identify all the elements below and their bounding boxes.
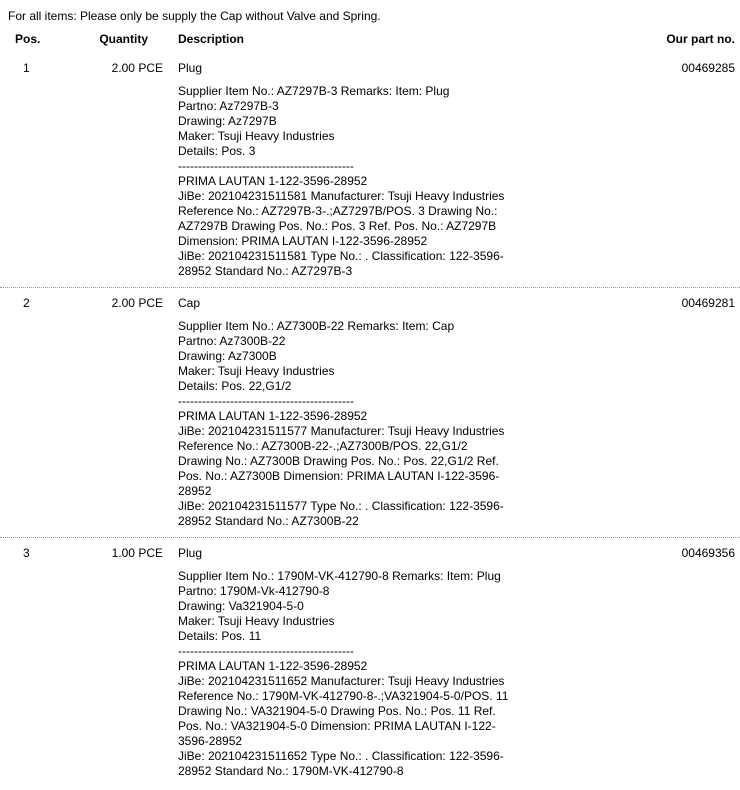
- col-header-pos: Pos.: [15, 32, 41, 46]
- detail-line: Details: Pos. 22,G1/2: [178, 379, 292, 393]
- detail-line: AZ7297B Drawing Pos. No.: Pos. 3 Ref. Pos. No.: AZ7297B: [178, 219, 497, 233]
- detail-line: Reference No.: AZ7297B-3-.;AZ7297B/POS. 3 Drawing No.:: [178, 204, 498, 218]
- detail-line: Maker: Tsuji Heavy Industries: [178, 129, 335, 143]
- items-container: [0, 53, 740, 787]
- dashed-divider: --------------------------------------------: [178, 394, 354, 408]
- item-details: [178, 319, 505, 529]
- detail-line: Partno: 1790M-Vk-412790-8: [178, 584, 330, 598]
- item-name: Cap: [178, 296, 201, 310]
- item-row: [0, 287, 740, 537]
- item-row: [0, 537, 740, 787]
- detail-line: 3596-28952: [178, 734, 243, 748]
- detail-line: Drawing No.: VA321904-5-0 Drawing Pos. No.: Pos. 11 Ref.: [178, 704, 496, 718]
- detail-line: Pos. No.: AZ7300B Dimension: PRIMA LAUTAN I-122-3596-: [178, 469, 500, 483]
- item-quantity: 2.00 PCE: [111, 61, 163, 75]
- item-main-row: [0, 61, 740, 76]
- detail-line: Supplier Item No.: AZ7297B-3 Remarks: Item: Plug: [178, 84, 450, 98]
- detail-line: Drawing: Va321904-5-0: [178, 599, 304, 613]
- detail-line: Reference No.: AZ7300B-22-.;AZ7300B/POS. 22,G1/2: [178, 439, 468, 453]
- item-name: Plug: [178, 546, 203, 560]
- dashed-divider: --------------------------------------------: [178, 159, 354, 173]
- item-pos: 2: [23, 296, 30, 310]
- detail-line: Dimension: PRIMA LAUTAN I-122-3596-28952: [178, 234, 428, 248]
- detail-line: Drawing: Az7297B: [178, 114, 277, 128]
- col-header-part-no: Our part no.: [666, 32, 735, 46]
- detail-line: Partno: Az7300B-22: [178, 334, 286, 348]
- dashed-divider: --------------------------------------------: [178, 644, 354, 658]
- note-text: For all items: Please only be supply the Cap without Valve and Spring.: [8, 9, 381, 23]
- detail-line: 28952 Standard No.: 1790M-VK-412790-8: [178, 764, 404, 778]
- detail-line: Drawing No.: AZ7300B Drawing Pos. No.: Pos. 22,G1/2 Ref.: [178, 454, 499, 468]
- item-row: [0, 53, 740, 287]
- detail-line: JiBe: 202104231511581 Type No.: . Classification: 122-3596-: [178, 249, 504, 263]
- detail-line: PRIMA LAUTAN 1-122-3596-28952: [178, 174, 368, 188]
- item-part-no: 00469285: [681, 61, 735, 75]
- detail-line: 28952 Standard No.: AZ7300B-22: [178, 514, 359, 528]
- item-details: [178, 84, 505, 279]
- detail-line: Pos. No.: VA321904-5-0 Dimension: PRIMA LAUTAN I-122-: [178, 719, 496, 733]
- detail-line: Supplier Item No.: 1790M-VK-412790-8 Remarks: Item: Plug: [178, 569, 501, 583]
- detail-line: JiBe: 202104231511581 Manufacturer: Tsuji Heavy Industries: [178, 189, 505, 203]
- detail-line: Maker: Tsuji Heavy Industries: [178, 364, 335, 378]
- item-main-row: [0, 546, 740, 561]
- item-pos: 3: [23, 546, 30, 560]
- detail-line: 28952 Standard No.: AZ7297B-3: [178, 264, 353, 278]
- item-part-no: 00469356: [681, 546, 735, 560]
- detail-line: 28952: [178, 484, 212, 498]
- detail-line: Details: Pos. 11: [178, 629, 262, 643]
- item-part-no: 00469281: [681, 296, 735, 310]
- detail-line: Supplier Item No.: AZ7300B-22 Remarks: Item: Cap: [178, 319, 455, 333]
- table-header: [0, 32, 740, 47]
- item-details: [178, 569, 509, 779]
- detail-line: PRIMA LAUTAN 1-122-3596-28952: [178, 409, 368, 423]
- detail-line: JiBe: 202104231511652 Manufacturer: Tsuji Heavy Industries: [178, 674, 505, 688]
- item-main-row: [0, 296, 740, 311]
- col-header-description: Description: [178, 32, 245, 46]
- detail-line: JiBe: 202104231511577 Manufacturer: Tsuji Heavy Industries: [178, 424, 505, 438]
- item-quantity: 1.00 PCE: [111, 546, 163, 560]
- detail-line: JiBe: 202104231511652 Type No.: . Classification: 122-3596-: [178, 749, 504, 763]
- col-header-quantity: Quantity: [99, 32, 148, 46]
- item-quantity: 2.00 PCE: [111, 296, 163, 310]
- detail-line: PRIMA LAUTAN 1-122-3596-28952: [178, 659, 368, 673]
- detail-line: Drawing: Az7300B: [178, 349, 277, 363]
- detail-line: JiBe: 202104231511577 Type No.: . Classification: 122-3596-: [178, 499, 504, 513]
- item-name: Plug: [178, 61, 203, 75]
- detail-line: Maker: Tsuji Heavy Industries: [178, 614, 335, 628]
- detail-line: Partno: Az7297B-3: [178, 99, 279, 113]
- detail-line: Reference No.: 1790M-VK-412790-8-.;VA321904-5-0/POS. 11: [178, 689, 509, 703]
- detail-line: Details: Pos. 3: [178, 144, 256, 158]
- item-pos: 1: [23, 61, 30, 75]
